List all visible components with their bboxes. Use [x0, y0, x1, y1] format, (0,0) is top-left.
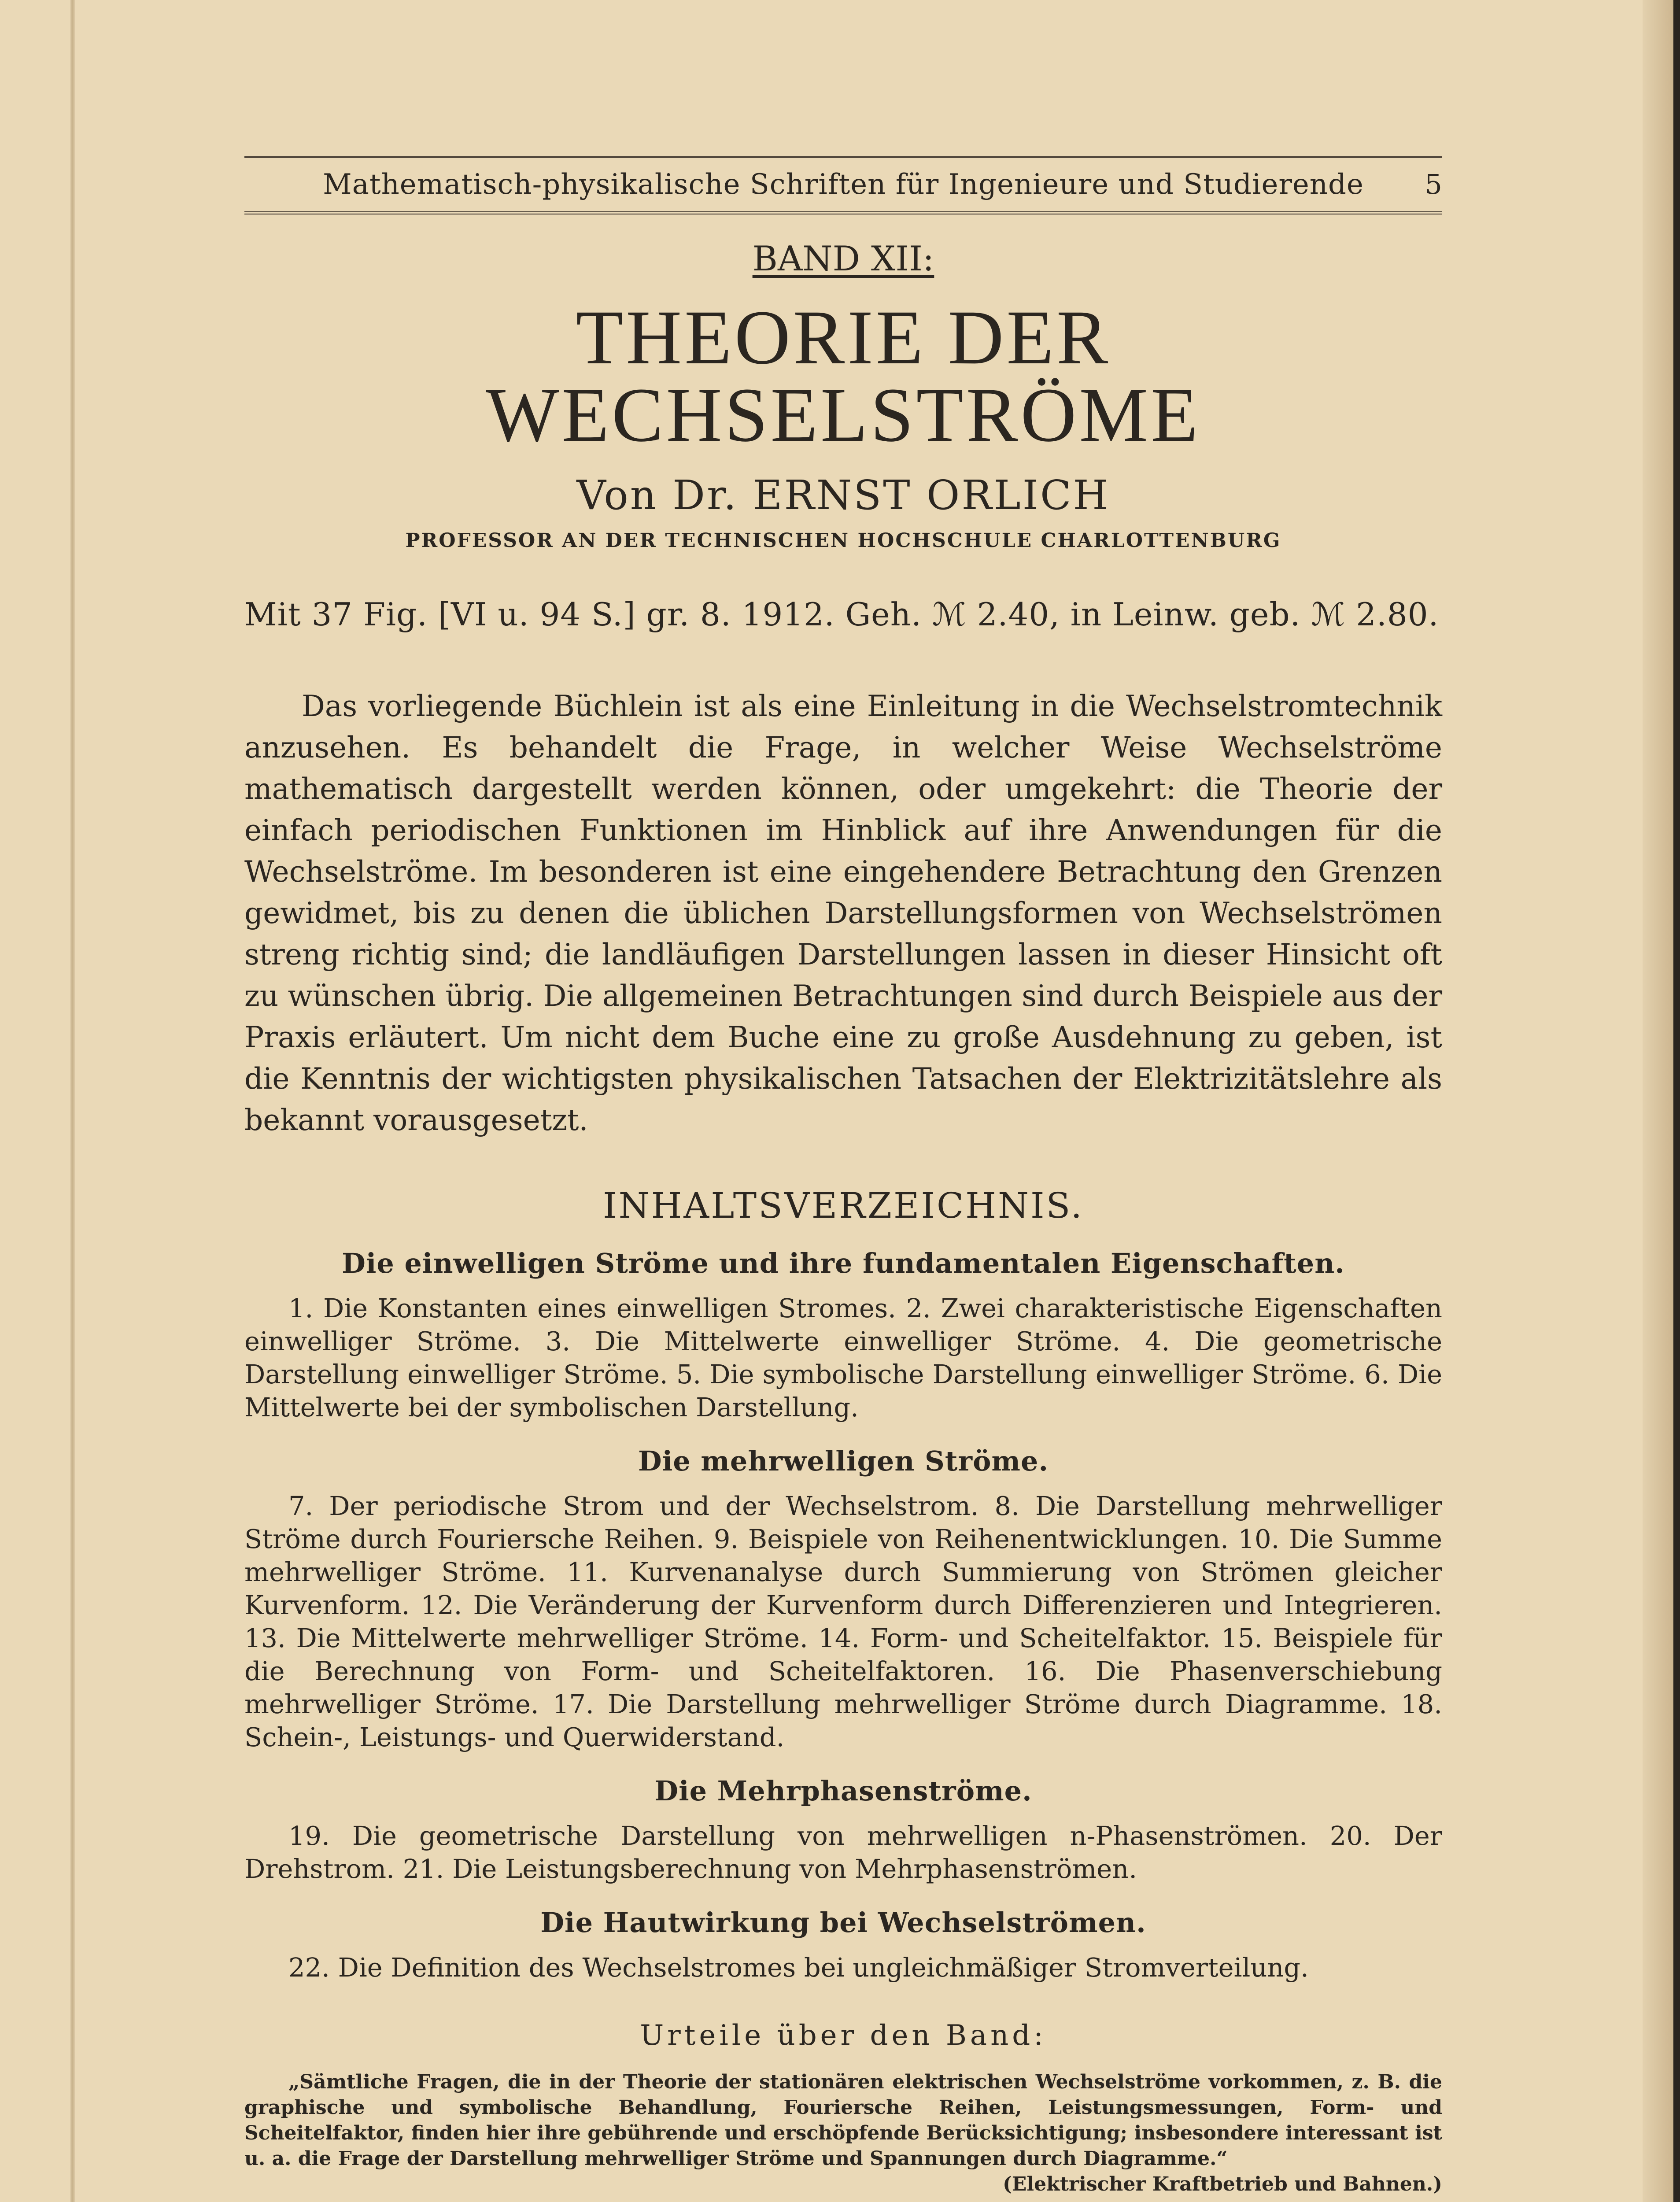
review-quote	[244, 2069, 1442, 2197]
book-title: THEORIE DER WECHSELSTRÖME	[486, 295, 1201, 458]
series-title: Mathematisch-physikalische Schriften für Ingenieure und Studierende	[323, 168, 1364, 201]
toc-section-heading: Die einwelligen Ströme und ihre fundamentalen Eigenschaften.	[342, 1247, 1345, 1279]
toc-section-heading: Die Hautwirkung bei Wechselströmen.	[540, 1906, 1146, 1939]
volume-label: BAND XII:	[752, 239, 934, 279]
author-affiliation: PROFESSOR AN DER TECHNISCHEN HOCHSCHULE CHARLOTTENBURG	[405, 529, 1281, 552]
toc-title: INHALTSVERZEICHNIS.	[603, 1185, 1084, 1226]
review-text: „Sämtliche Fragen, die in der Theorie der stationären elektrischen Wechselströme vorkommen, z. B. die graphische und symbolische Behandlung, Fouriersche Reihen, Leistungsmessungen, Form- und Scheitelfaktor, finden hier ihre gebührende und erschöpfende Berücksichtigung; insbesondere interessant ist u. a. die Frage der Darstellung mehrwelliger Ströme und Spannungen durch Diagramme.“	[244, 2071, 1442, 2170]
page-edge	[1643, 0, 1673, 2202]
toc-section-body: 22. Die Definition des Wechselstromes bei ungleichmäßiger Stromverteilung.	[288, 1952, 1309, 1983]
page-fold	[70, 0, 75, 2202]
toc-section-body: 7. Der periodische Strom und der Wechselstrom. 8. Die Darstellung mehrwelliger Ströme durch Fouriersche Reihen. 9. Beispiele von Reihenentwicklungen. 10. Die Summe mehrwelliger Ströme. 11. Kurvenanalyse durch Summierung von Strömen gleicher Kurvenform. 12. Die Veränderung der Kurvenform durch Differenzieren und Integrieren. 13. Die Mittelwerte mehrwelliger Ströme. 14. Form- und Scheitelfaktor. 15. Beispiele für die Berechnung von Form- und Scheitelfaktoren. 16. Die Phasenverschiebung mehrwelliger Ströme. 17. Die Darstellung mehrwelliger Ströme durch Diagramme. 18. Schein-, Leistungs- und Querwiderstand.	[244, 1491, 1442, 1752]
page-number: 5	[1425, 168, 1442, 200]
book-description: Das vorliegende Büchlein ist als eine Einleitung in die Wechselstromtechnik anzusehen. Es behandelt die Frage, in welcher Weise Wechselströme mathematisch dargestellt werden können, oder umgekehrt: die Theorie der einfach periodischen Funktionen im Hinblick auf ihre Anwendungen für die Wechselströme. Im besonderen ist eine eingehendere Betrachtung den Grenzen gewidmet, bis zu denen die üblichen Darstellungsformen von Wechselströmen streng richtig sind; die landläufigen Darstellungen lassen in dieser Hinsicht oft zu wünschen übrig. Die allgemeinen Betrachtungen sind durch Beispiele aus der Praxis erläutert. Um nicht dem Buche eine zu große Ausdehnung zu geben, ist die Kenntnis der wichtigsten physikalischen Tatsachen der Elektrizitätslehre als bekannt vorausgesetzt.	[244, 689, 1442, 1137]
toc-section-body: 1. Die Konstanten eines einwelligen Stromes. 2. Zwei charakteristische Eigenschaften einwelliger Ströme. 3. Die Mittelwerte einwelliger Ströme. 4. Die geometrische Darstellung einwelliger Ströme. 5. Die symbolische Darstellung einwelliger Ströme. 6. Die Mittelwerte bei der symbolischen Darstellung.	[244, 1293, 1442, 1422]
author-line: Von Dr. ERNST ORLICH	[576, 472, 1110, 519]
toc-section-heading: Die mehrwelligen Ströme.	[638, 1445, 1049, 1477]
reviews-title: Urteile über den Band:	[640, 2019, 1047, 2052]
review-source: (Elektrischer Kraftbetrieb und Bahnen.)	[1003, 2173, 1442, 2195]
page-content	[244, 156, 1442, 2202]
toc-section-body: 19. Die geometrische Darstellung von mehrwelligen n-Phasenströmen. 20. Der Drehstrom. 21. Die Leistungsberechnung von Mehrphasenströmen.	[244, 1821, 1442, 1884]
running-header	[244, 156, 1442, 214]
toc-section-heading: Die Mehrphasenströme.	[654, 1775, 1032, 1807]
publication-info: Mit 37 Fig. [VI u. 94 S.] gr. 8. 1912. Geh. ℳ 2.40, in Leinw. geb. ℳ 2.80.	[244, 596, 1439, 633]
